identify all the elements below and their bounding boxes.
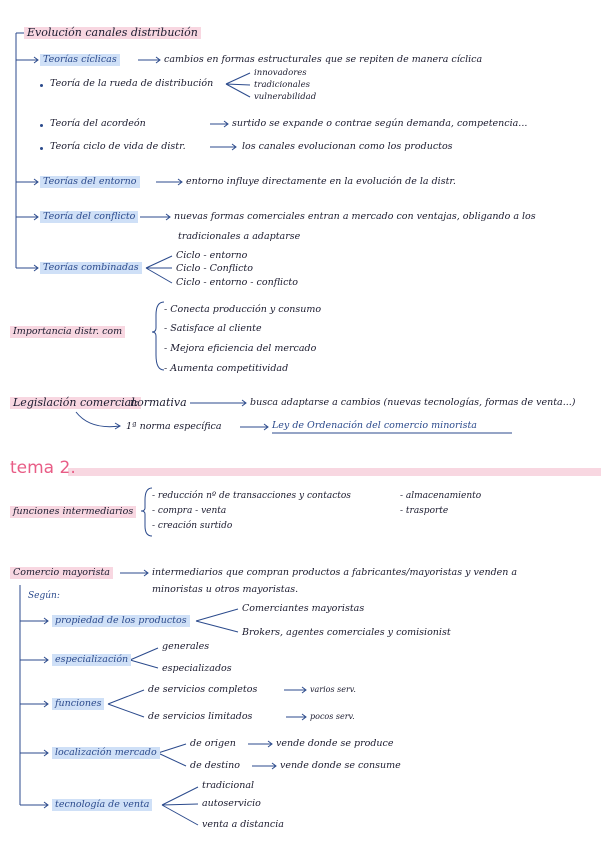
funciones-item: - almacenamiento: [400, 491, 482, 501]
funciones-result: pocos serv.: [310, 712, 355, 721]
especializacion-label: especialización: [52, 654, 131, 666]
tema-heading: tema 2.: [10, 458, 76, 478]
normativa-description: busca adaptarse a cambios (nuevas tecnologías, formas de venta...): [250, 397, 576, 408]
ciclo-vida-description: los canales evolucionan como los productos: [242, 141, 453, 152]
especializacion-item: generales: [162, 641, 210, 652]
ciclicas-description: cambios en formas estructurales que se repiten de manera cíclica: [164, 54, 483, 65]
importancia-item: - Satisface al cliente: [164, 323, 262, 334]
localizacion-type: de origen: [190, 738, 236, 749]
importancia-item: - Aumenta competitividad: [164, 363, 289, 374]
funciones-type: de servicios limitados: [148, 711, 253, 722]
funciones-result: varios serv.: [310, 685, 356, 694]
funciones-intermediarios-title: funciones intermediarios: [10, 506, 136, 518]
funciones-item: - trasporte: [400, 506, 449, 516]
tecnologia-item: tradicional: [202, 780, 255, 791]
localizacion-label: localización mercado: [52, 747, 160, 759]
rueda-item: vulnerabilidad: [254, 92, 317, 102]
acordeon-label: Teoría del acordeón: [50, 118, 146, 129]
conflicto-description-2: tradicionales a adaptarse: [178, 231, 301, 242]
funciones-type: de servicios completos: [148, 684, 258, 695]
combinadas-item: Ciclo - entorno: [176, 250, 248, 261]
bullet-icon: [40, 147, 43, 150]
section-title-evolucion: Evolución canales distribución: [24, 27, 201, 39]
rueda-item: tradicionales: [254, 80, 310, 90]
acordeon-description: surtido se expande o contrae según demanda, competencia...: [232, 118, 528, 129]
segun-label: Según:: [28, 591, 60, 601]
funciones-label: funciones: [52, 698, 104, 710]
ciclo-vida-label: Teoría ciclo de vida de distr.: [50, 141, 186, 152]
teoria-conflicto-label: Teoría del conflicto: [40, 211, 138, 223]
propiedad-item: Comerciantes mayoristas: [242, 603, 365, 614]
teorias-combinadas-label: Teorías combinadas: [40, 262, 142, 274]
teorias-entorno-label: Teorías del entorno: [40, 176, 140, 188]
combinadas-item: Ciclo - Conflicto: [176, 263, 253, 274]
bullet-icon: [40, 84, 43, 87]
propiedad-label: propiedad de los productos: [52, 615, 190, 627]
bullet-icon: [40, 124, 43, 127]
mayorista-description-2: minoristas u otros mayoristas.: [152, 584, 299, 595]
primera-norma-label: 1ª norma específica: [126, 421, 222, 432]
importancia-item: - Conecta producción y consumo: [164, 304, 322, 315]
localizacion-result: vende donde se consume: [280, 760, 401, 771]
importancia-title: Importancia distr. com: [10, 326, 125, 338]
funciones-item: - creación surtido: [152, 521, 233, 531]
importancia-item: - Mejora eficiencia del mercado: [164, 343, 317, 354]
tecnologia-item: venta a distancia: [202, 819, 284, 830]
tecnologia-item: autoservicio: [202, 798, 261, 809]
combinadas-item: Ciclo - entorno - conflicto: [176, 277, 298, 288]
propiedad-item: Brokers, agentes comerciales y comisionist: [242, 627, 451, 638]
normativa-label: normativa: [130, 396, 187, 409]
conflicto-description-1: nuevas formas comerciales entran a mercado con ventajas, obligando a los: [174, 211, 536, 222]
rueda-item: innovadores: [254, 68, 307, 78]
localizacion-result: vende donde se produce: [276, 738, 394, 749]
funciones-item: - reducción nº de transacciones y contactos: [152, 491, 351, 501]
tecnologia-label: tecnología de venta: [52, 799, 152, 811]
rueda-label: Teoría de la rueda de distribución: [50, 78, 214, 89]
legislacion-title: Legislación comercial:: [10, 397, 141, 409]
mayorista-description-1: intermediarios que compran productos a fabricantes/mayoristas y venden a: [152, 567, 518, 578]
especializacion-item: especializados: [162, 663, 232, 674]
teorias-ciclicas-label: Teorías cíclicas: [40, 54, 120, 66]
funciones-item: - compra - venta: [152, 506, 227, 516]
entorno-description: entorno influye directamente en la evolución de la distr.: [186, 176, 456, 187]
localizacion-type: de destino: [190, 760, 240, 771]
ley-ordenacion-link: Ley de Ordenación del comercio minorista: [272, 420, 477, 431]
comercio-mayorista-title: Comercio mayorista: [10, 567, 113, 579]
